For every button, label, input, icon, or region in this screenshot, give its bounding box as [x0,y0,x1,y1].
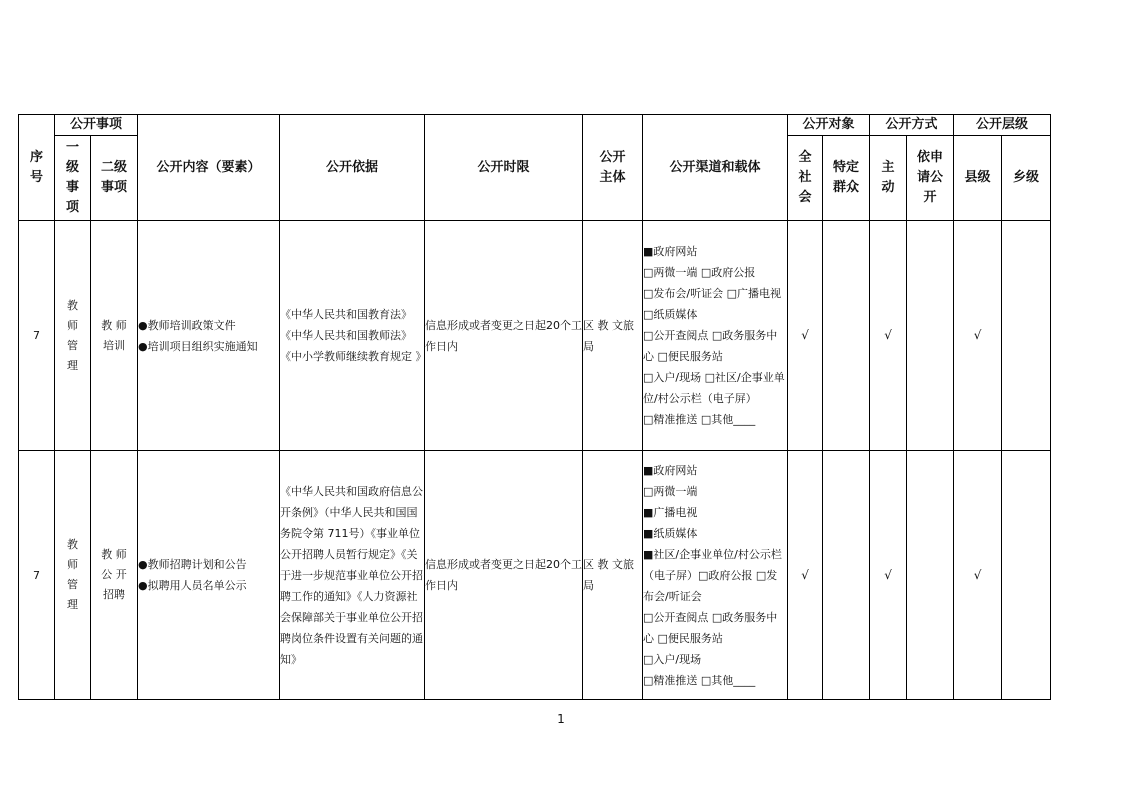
channel-item: □发布会/听证会 □广播电视 □纸质媒体 [643,287,782,321]
content-item: ●教师招聘计划和公告 [138,558,247,571]
channel-item: □精准推送 □其他____ [643,673,756,687]
cell-level2: 教 师 培训 [91,221,138,451]
cell-method-active: √ [870,221,907,451]
channel-item: □入户/现场 [643,652,702,666]
cell-level-town [1002,221,1051,451]
cell-seq: 7 [19,221,55,451]
cell-channel [643,451,788,700]
header-matter-group: 公开事项 [55,115,138,136]
cell-level2: 教 师 公 开 招聘 [91,451,138,700]
header-level-county: 县级 [954,136,1002,221]
channel-item: ■政府网站 [643,245,698,258]
cell-level1: 教师管理 [55,451,91,700]
cell-level-county: √ [954,451,1002,700]
cell-level-county: √ [954,221,1002,451]
disclosure-table [18,114,1051,700]
channel-item: □两微一端 [643,484,698,498]
cell-basis: 《中华人民共和国政府信息公开条例》（中华人民共和国国务院令第 711号）《事业单位公开招聘人员暂行规定》《关于进一步规范事业单位公开招聘工作的通知》《人力资源社会保障部关于事业单位公开招聘岗位条件设置有关问题的通知》 [280,451,425,700]
cell-target-specific [823,451,870,700]
header-method-apply: 依申请公开 [907,136,954,221]
cell-method-apply [907,221,954,451]
channel-item: □入户/现场 □社区/企事业单位/村公示栏（电子屏） [643,371,785,405]
channel-item: □公开查阅点 □政务服务中心 □便民服务站 [643,329,778,363]
cell-subject: 区 教 文旅局 [583,221,643,451]
header-target-group: 公开对象 [788,115,870,136]
cell-target-all: √ [788,221,823,451]
header-row-1 [19,115,1051,136]
channel-item: □公开查阅点 □政务服务中心 □便民服务站 [643,610,778,645]
channel-item: □精准推送 □其他____ [643,413,756,426]
header-level1: 一级事项 [55,136,91,221]
header-seq: 序号 [19,115,55,221]
header-method-active: 主动 [870,136,907,221]
channel-item: ■政府网站 [643,463,698,477]
header-target-specific: 特定群众 [823,136,870,221]
cell-target-specific [823,221,870,451]
channel-item: □两微一端 □政府公报 [643,266,756,279]
content-item: ●教师培训政策文件 [138,318,236,332]
cell-subject: 区 教 文旅局 [583,451,643,700]
cell-time-limit: 信息形成或者变更之日起20个工作日内 [425,451,583,700]
header-basis: 公开依据 [280,115,425,221]
header-target-all: 全社会 [788,136,823,221]
header-channel: 公开渠道和载体 [643,115,788,221]
cell-target-all: √ [788,451,823,700]
header-level-group: 公开层级 [954,115,1051,136]
cell-content [138,221,280,451]
cell-seq: 7 [19,451,55,700]
channel-item: ■广播电视 [643,505,698,519]
header-subject: 公开主体 [583,115,643,221]
cell-method-apply [907,451,954,700]
content-item: ●培训项目组织实施通知 [138,339,258,353]
cell-channel [643,221,788,451]
table-row [19,221,1051,451]
cell-level1: 教师管理 [55,221,91,451]
header-level-town: 乡级 [1002,136,1051,221]
cell-level-town [1002,451,1051,700]
page-number: 1 [557,712,565,726]
header-level2: 二级事项 [91,136,138,221]
channel-item: ■社区/企事业单位/村公示栏（电子屏）□政府公报 □发布会/听证会 [643,547,782,603]
cell-basis: 《中华人民共和国教育法》《中华人民共和国教师法》《中小学教师继续教育规定 》 [280,221,425,451]
table-row [19,451,1051,700]
channel-item: ■纸质媒体 [643,526,698,540]
header-time-limit: 公开时限 [425,115,583,221]
content-item: ●拟聘用人员名单公示 [138,579,247,592]
cell-content [138,451,280,700]
cell-time-limit: 信息形成或者变更之日起20个工作日内 [425,221,583,451]
header-method-group: 公开方式 [870,115,954,136]
cell-method-active: √ [870,451,907,700]
header-content: 公开内容（要素） [138,115,280,221]
